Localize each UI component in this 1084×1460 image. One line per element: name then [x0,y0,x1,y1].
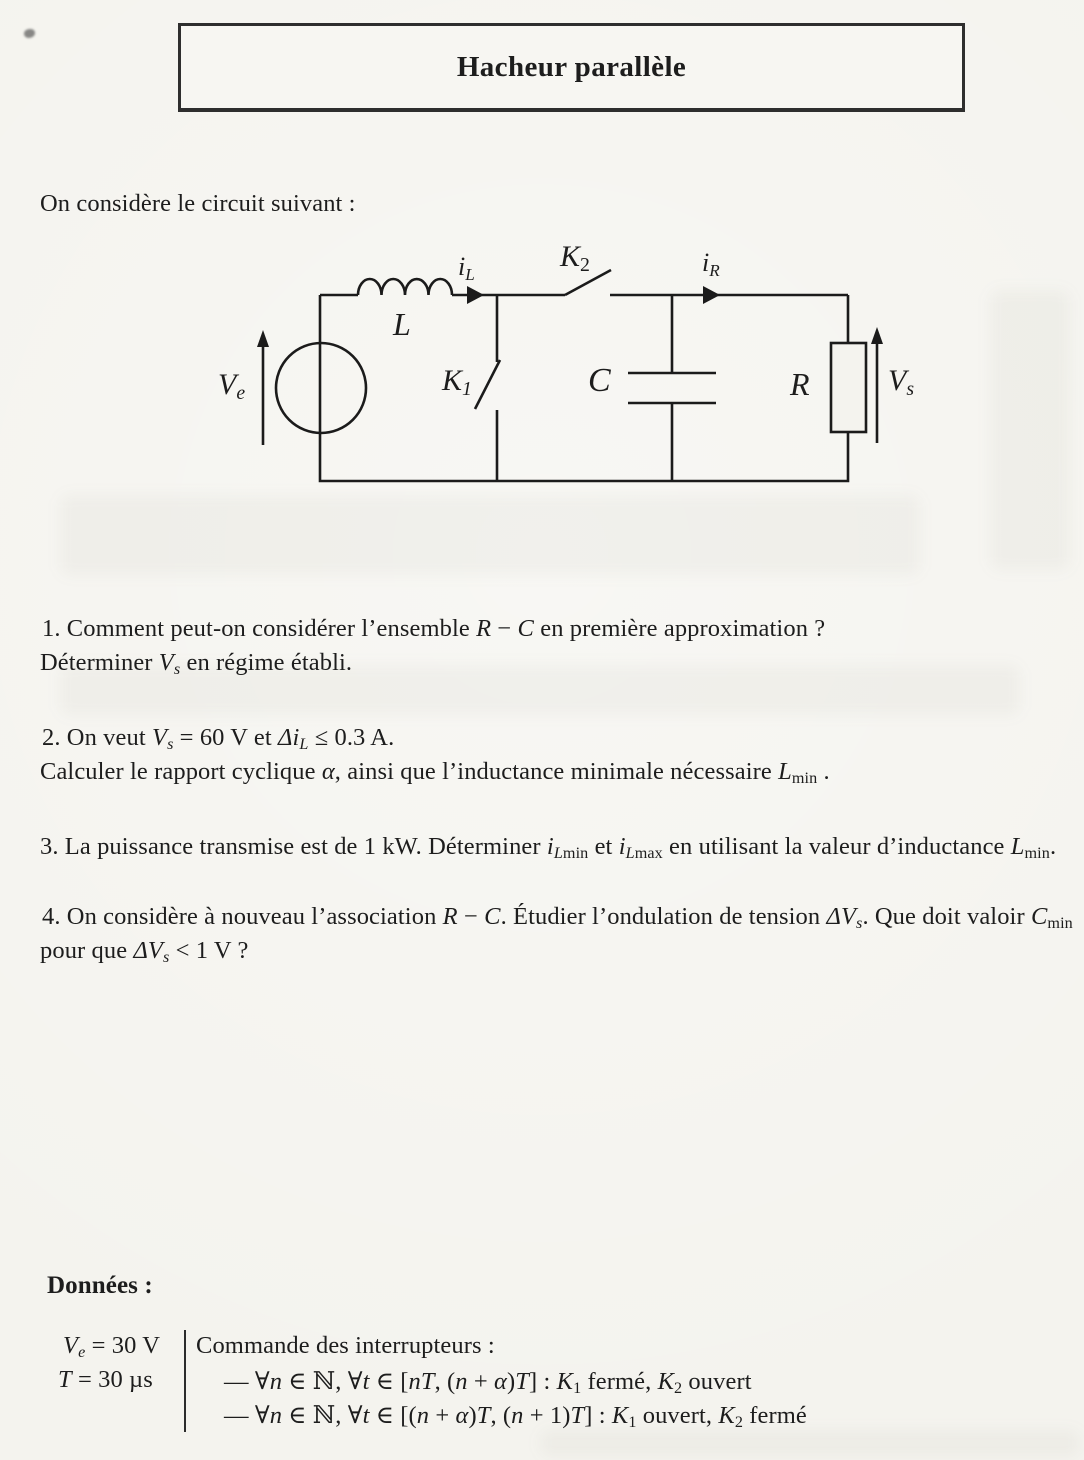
label-switch-k1: K1 [442,364,472,401]
question-1-line-1: 1. Comment peut-on considérer l’ensemble R − C en première approximation ? [42,615,826,642]
ve-arrowhead [257,330,269,347]
title-box [178,23,965,112]
label-il-current: iL [458,252,475,284]
switch-k1-blade [475,360,500,409]
inductor-coil [358,279,452,295]
label-ir-current: iR [702,248,720,280]
command-line-2: — ∀n ∈ ℕ, ∀t ∈ [(n + α)T, (n + 1)T] : K1 ouvert, K2 fermé [224,1402,807,1432]
intro-text: On considère le circuit suivant : [40,190,356,217]
question-4-line-2: pour que ΔVs < 1 V ? [40,937,249,967]
command-line-1: — ∀n ∈ ℕ, ∀t ∈ [nT, (n + α)T] : K1 fermé, K2 ouvert [224,1368,752,1398]
label-switch-k2: K2 [560,240,590,277]
page-title: Hacheur parallèle [456,50,687,83]
label-ve: Ve [218,368,246,405]
question-2-line-2: Calculer le rapport cyclique α, ainsi que l’inductance minimale nécessaire Lmin . [40,758,830,788]
label-capacitor: C [588,362,611,399]
question-4-line-1: 4. On considère à nouveau l’association R − C. Étudier l’ondulation de tension ΔVs. Que doit valoir Cmin [42,903,1073,933]
question-1-line-2: Déterminer Vs en régime établi. [40,649,353,679]
scan-smudge [990,290,1070,570]
scan-smudge [540,1430,1080,1456]
vs-arrowhead [871,327,883,344]
scan-smudge [24,29,35,38]
label-inductor: L [393,306,411,342]
resistor-body [831,343,866,432]
question-3-line-1: 3. La puissance transmise est de 1 kW. Déterminer iLmin et iLmax en utilisant la valeur d’inductance Lmin. [40,833,1057,863]
donnees-value-ve: Ve = 30 V [63,1332,161,1362]
il-current-arrowhead [467,286,484,304]
donnees-divider [184,1330,186,1432]
ir-current-arrowhead [703,286,720,304]
donnees-value-t: T = 30 µs [58,1366,153,1393]
command-title: Commande des interrupteurs : [196,1332,495,1359]
label-resistor: R [790,366,810,402]
donnees-heading: Données : [47,1272,153,1299]
label-vs: Vs [888,364,915,401]
question-2-line-1: 2. On veut Vs = 60 V et ΔiL ≤ 0.3 A. [42,724,395,754]
